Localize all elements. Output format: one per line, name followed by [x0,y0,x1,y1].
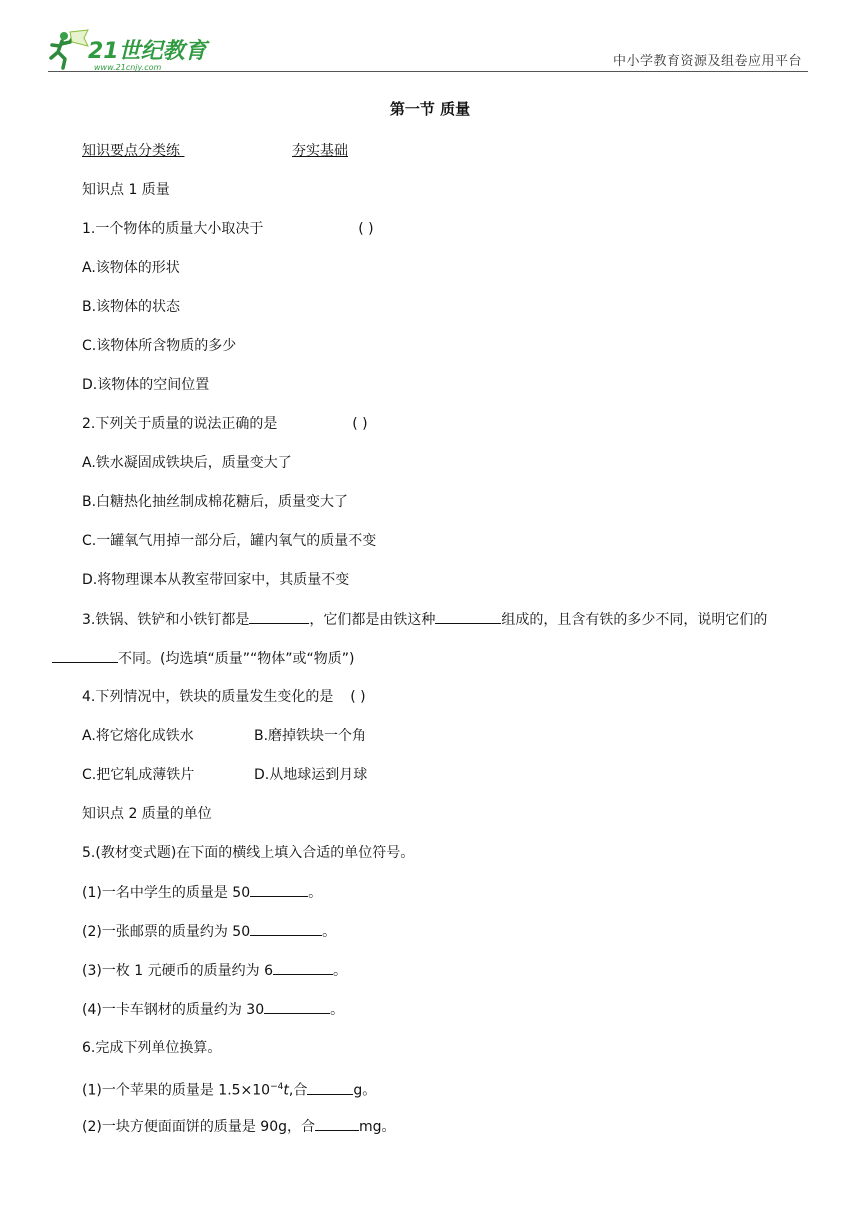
question-3-text-4: 不同。(均选填“质量”“物体”或“物质”) [118,651,355,667]
page-header [0,0,860,78]
question-2 [82,414,368,434]
section-heading-spacer [180,141,292,161]
question-2-option-d: D.将物理课本从教室带回家中，其质量不变 [82,572,350,588]
question-6-item-1-text: (1)一个苹果的质量是 1.5×10 [82,1082,271,1099]
header-divider [48,71,808,72]
question-3-line-2 [52,648,354,669]
question-5-item-2-text: (2)一张邮票的质量约为 50 [82,924,251,940]
question-6-item-1-exponent: −4 [270,1082,284,1092]
question-3-blank-3[interactable] [52,648,118,663]
question-2-option-a: A.铁水凝固成铁块后，质量变大了 [82,455,292,471]
question-1-option-d: D.该物体的空间位置 [82,377,210,393]
question-6-item-1 [82,1077,376,1101]
question-4-stem: 4.下列情况中，铁块的质量发生变化的是 [82,689,334,705]
question-4-option-d: D.从地球运到月球 [254,767,368,783]
svg-text:21世纪教育: 21世纪教育 [88,39,207,64]
question-6-stem: 6.完成下列单位换算。 [82,1040,222,1056]
question-4-option-b: B.磨掉铁块一个角 [254,728,367,744]
page-title: 第一节 质量 [389,100,471,118]
question-4 [82,687,366,707]
question-5-item-4 [82,999,344,1020]
question-5-item-4-text: (4)一卡车钢材的质量约为 30 [82,1002,265,1018]
question-2-option-c: C.一罐氧气用掉一部分后，罐内氧气的质量不变 [82,533,377,549]
question-6-item-2-text: (2)一块方便面面饼的质量是 90g，合 [82,1119,315,1135]
question-5-stem: 5.(教材变式题)在下面的横线上填入合适的单位符号。 [82,845,415,861]
question-1-option-a: A.该物体的形状 [82,260,180,276]
question-6-item-1-mid: ,合 [288,1082,308,1099]
question-6-item-2 [82,1116,396,1137]
question-4-options-row-1 [82,726,366,746]
question-6-item-1-end: g。 [353,1082,377,1099]
question-5-item-1-text: (1)一名中学生的质量是 50 [82,885,251,901]
question-1-option-c: C.该物体所含物质的多少 [82,338,237,354]
question-3-text-3: 组成的，且含有铁的多少不同，说明它们的 [501,612,768,628]
21cnjy-logo [48,28,228,74]
question-5-item-1-blank[interactable] [250,882,308,897]
question-3-text-2: ，它们都是由铁这种 [309,612,436,628]
question-5-item-1-end: 。 [308,885,323,901]
section-heading [82,141,348,161]
question-3-text-1: 3.铁锅、铁铲和小铁钉都是 [82,612,250,628]
question-5-item-2 [82,921,336,942]
question-4-options-row-2 [82,765,367,785]
knowledge-point-1: 知识点 1 质量 [82,182,170,198]
question-6-item-2-end: mg。 [358,1119,396,1135]
question-5-item-2-blank[interactable] [250,921,322,936]
question-2-answer-paren: ( ) [352,416,368,432]
question-4-option-a: A.将它熔化成铁水 [82,728,194,744]
question-1-stem: 1.一个物体的质量大小取决于 [82,221,264,237]
knowledge-point-2: 知识点 2 质量的单位 [82,806,212,822]
question-5-item-1 [82,882,322,903]
question-5-item-4-end: 。 [330,1002,345,1018]
section-heading-right: 夯实基础 [292,143,348,159]
question-2-option-b: B.白糖热化抽丝制成棉花糖后，质量变大了 [82,494,349,510]
question-5-item-3 [82,960,347,981]
question-2-stem: 2.下列关于质量的说法正确的是 [82,416,278,432]
question-6-item-1-unit: t [283,1082,289,1099]
question-5-item-3-blank[interactable] [273,960,333,975]
question-5-item-2-end: 。 [322,924,337,940]
platform-name: 中小学教育资源及组卷应用平台 [612,54,802,69]
question-1 [82,219,374,239]
question-5-item-3-text: (3)一枚 1 元硬币的质量约为 6 [82,963,273,979]
question-3-blank-2[interactable] [435,609,501,624]
question-4-option-c: C.把它轧成薄铁片 [82,767,195,783]
question-4-answer-paren: ( ) [350,689,366,705]
question-1-option-b: B.该物体的状态 [82,299,181,315]
question-6-item-1-blank[interactable] [307,1080,353,1095]
question-5-item-3-end: 。 [333,963,347,979]
question-6-item-2-blank[interactable] [315,1116,359,1131]
question-3-blank-1[interactable] [249,609,309,624]
question-5-item-4-blank[interactable] [264,999,330,1014]
question-3-line-1 [82,609,767,630]
svg-text:www.21cnjy.com: www.21cnjy.com [94,63,162,72]
section-heading-left: 知识要点分类练 [82,143,180,159]
question-1-answer-paren: ( ) [358,221,374,237]
